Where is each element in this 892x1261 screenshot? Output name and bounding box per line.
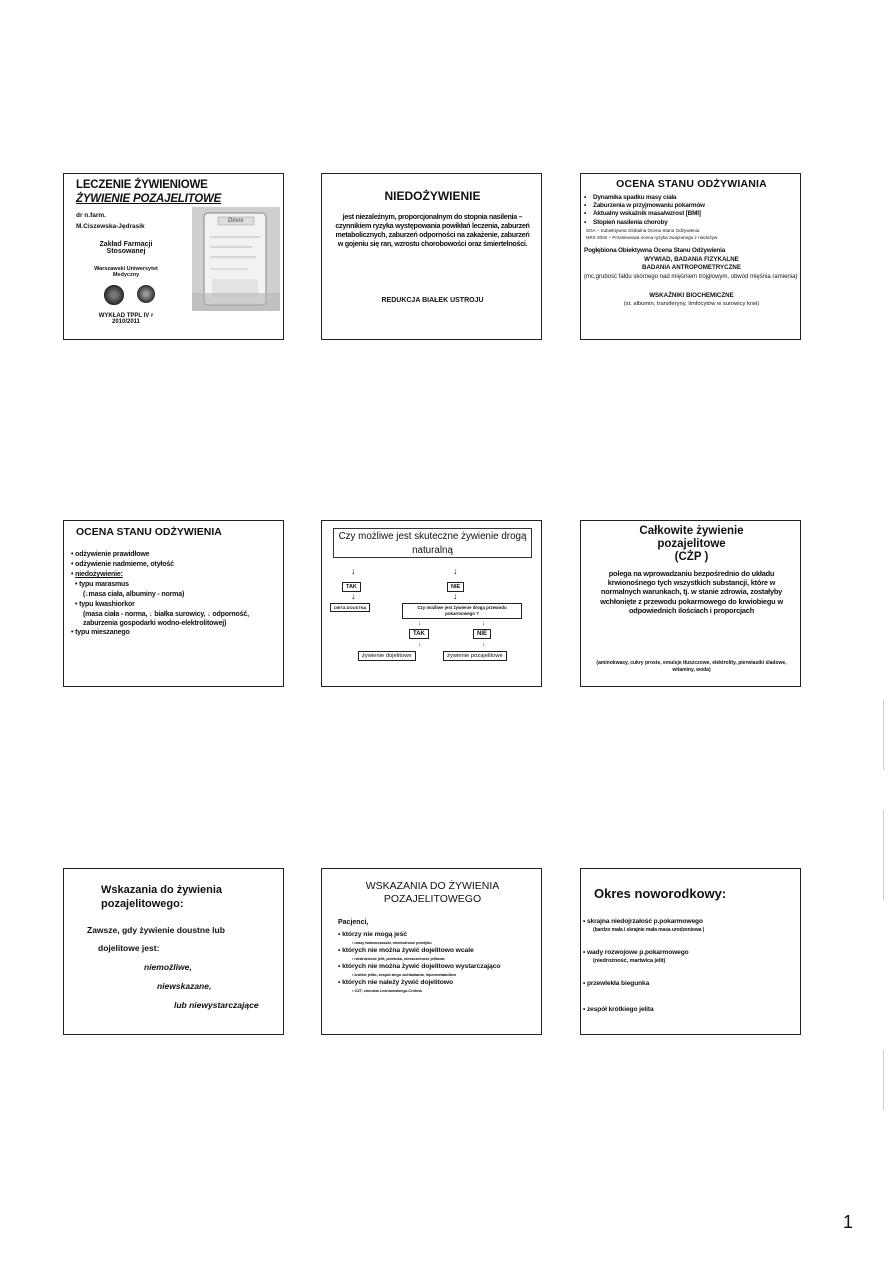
slide6-body: polega na wprowadzaniu bezpośrednio do układu krwionośnego tych wszystkich substancji, które w normalnych warunkach, tj. w stanie zdrowia, zostałyby wchłonięte z przewodu pokarmowego do krwiobiegu w odpowiednich ilościach i proporcjach (600, 569, 783, 615)
slide1-lecture-info: WYKŁAD TPPL IV r 2010/2011 (98, 313, 154, 325)
arrow-down-icon: ↓ (351, 566, 356, 576)
flow-question2-box: Czy możliwe jest żywienie drogą przewodu pokarmowego ? (402, 603, 522, 619)
flow-no2-box: NIE (473, 629, 491, 639)
list-item: • Stopień nasilenia choroby (584, 219, 799, 227)
list-item: • odżywienie nadmierne, otyłość (71, 561, 174, 568)
slide-7 (63, 868, 284, 1035)
scan-line (883, 810, 884, 900)
list-subitem: • niedrożność jelit, przetoka, nieszczelność jelitowa (352, 956, 445, 961)
slide4-title: OCENA STANU ODŻYWIENIA (76, 526, 222, 538)
flow-question-box: Czy możliwe jest skuteczne żywienie drogą naturalną (333, 528, 532, 558)
list-item: • których nie można żywić dojelitowo wcale (338, 947, 474, 954)
slide3-title: OCENA STANU ODŻYWIANIA (616, 178, 767, 190)
slide-9 (580, 868, 801, 1035)
list-subitem: • krótkie jelito, zespół złego wchłaniania, hipermetabolizm (352, 972, 456, 977)
slide3-biochem-detail: (st. albumin, transferyny, limfocytów w surowicy krwi) (623, 301, 760, 307)
slide7-line4: niewskazane, (157, 981, 212, 991)
slide7-line2: dojelitowe jest: (98, 943, 160, 953)
university-emblem-icon (104, 285, 124, 305)
list-item: • zespół krótkiego jelita (583, 1006, 654, 1013)
slide6-title: Całkowite żywienie pozajelitowe (CŻP ) (639, 525, 744, 563)
slide-1 (63, 173, 284, 340)
slide8-intro: Pacjenci, (338, 919, 369, 926)
slide9-list (583, 918, 798, 1013)
list-item: • wady rozwojowe p.pokarmowego (583, 949, 689, 956)
list-item: • typu mieszanego (71, 629, 130, 636)
slide4-list (71, 550, 281, 638)
scan-line (883, 1050, 884, 1110)
slide-5 (321, 520, 542, 687)
slide2-title: NIEDOŻYWIENIE (384, 189, 481, 203)
arrow-down-icon: ↓ (418, 621, 421, 627)
slide-4 (63, 520, 284, 687)
arrow-down-icon: ↓ (453, 591, 458, 601)
list-item: • których nie można żywić dojelitowo wystarczająco (338, 963, 501, 970)
arrow-down-icon: ↓ (418, 642, 421, 648)
arrow-down-icon: ↓ (453, 566, 458, 576)
slide2-body: jest niezależnym, proporcjonalnym do stopnia nasilenia – czynnikiem ryzyka występowania powikłań leczenia, zaburzeń metabolicznych, zaburzeń odporności na zakażenie, zaburzeń w gojeniu się ran, wzrostu chorobowości oraz śmiertelności. (335, 212, 530, 248)
list-item: • typu marasmus (75, 581, 129, 588)
flow-parenteral-box: żywienie pozajelitowe (443, 651, 507, 661)
bag-label: Dinox (228, 218, 244, 224)
list-item: • typu kwashiorkor (75, 601, 135, 608)
list-item: (masa ciała - norma, ↓ białka surowicy, ↓ odporność, zaburzenia gospodarki wodno-elektrolitowej) (83, 611, 249, 627)
slide1-author-name: M.Ciszewska-Jędrasik (76, 223, 145, 230)
list-item: • przewlekła biegunka (583, 980, 650, 987)
list-subitem: • OZT, choroba Leśniowskiego-Crohna (352, 988, 422, 993)
list-item: (↓masa ciała, albuminy - norma) (83, 591, 185, 598)
list-item: • Dynamika spadku masy ciała (584, 194, 799, 202)
list-item: • skrajna niedojrzałość p.pokarmowego (583, 918, 703, 925)
slide3-bullet-list (584, 194, 799, 227)
slide1-author-degree: dr n.farm. (76, 212, 106, 219)
list-subitem: (bardzo mała i skrajnie mała masa urodzeniowa ) (593, 927, 705, 933)
slide6-note: (aminokwasy, cukry proste, emulsje tłuszczowe, elektrolity, pierwiastki śladowe, witaminy, woda) (596, 660, 787, 673)
page-number: 1 (843, 1212, 854, 1232)
slide1-title: LECZENIE ŻYWIENIOWE (76, 179, 208, 191)
list-item: • których nie należy żywić dojelitowo (338, 979, 454, 986)
slide7-title: Wskazania do żywienia pozajelitowego: (101, 884, 223, 910)
list-item: • Aktualny wskaźnik masa/wzrost [BMI] (584, 210, 799, 218)
slide-8 (321, 868, 542, 1035)
slide-6 (580, 520, 801, 687)
flow-enteral-box: żywienie dojelitowe (358, 651, 416, 661)
slide8-list (338, 930, 538, 994)
flow-yes2-box: TAK (409, 629, 429, 639)
flow-no-box: NIE (447, 582, 464, 592)
flow-oral-diet-box: DIETA DOUSTNA (330, 603, 370, 612)
slide7-line1: Zawsze, gdy żywienie doustne lub (87, 925, 225, 935)
arrow-down-icon: ↓ (482, 621, 485, 627)
slide1-subtitle: ŻYWIENIE POZAJELITOWE (76, 193, 222, 205)
arrow-down-icon: ↓ (482, 642, 485, 648)
slide3-methods: WYWIAD, BADANIA FIZYKALNE BADANIA ANTROPOMETRYCZNE (642, 256, 741, 271)
slide7-line5: lub niewystarczające (174, 1000, 259, 1010)
faculty-emblem-icon (137, 285, 155, 303)
list-subitem: • urazy twarzoczaszki, niedrożność przełyku (352, 940, 432, 945)
slide3-deep-assessment: Pogłębiona Obiektywna Ocena Stanu Odżywienia (584, 247, 726, 254)
slide7-line3: niemożliwe, (144, 962, 192, 972)
list-subitem: (niedrożność, martwica jelit) (593, 958, 666, 964)
slide3-screening-tools: SGA – Subiektywna Globalna Ocena Stanu Odżywienia NRS 2002 – Przesiewowa ocena ryzyka związanego z niedożyw. (586, 228, 719, 240)
slide8-title: WSKAZANIA DO ŻYWIENIA POZAJELITOWEGO (365, 880, 500, 905)
slide3-biochem: WSKAŹNIKI BIOCHEMICZNE (649, 292, 734, 299)
slide-3 (580, 173, 801, 340)
slide1-university: Warszawski Uniwersytet Medyczny (94, 266, 158, 278)
arrow-down-icon: ↓ (351, 591, 356, 601)
list-item: • Zaburzenia w przyjmowaniu pokarmów (584, 202, 799, 210)
list-item: • odżywienie prawidłowe (71, 551, 150, 558)
scan-line (883, 700, 884, 770)
slide-2 (321, 173, 542, 340)
flow-yes-box: TAK (342, 582, 361, 592)
list-item: • którzy nie mogą jeść (338, 931, 407, 938)
slide3-antropo-detail: (mc,grubość fałdu skórnego nad mięśniem trójgłowym, obwód mięśnia ramienia) (584, 274, 798, 280)
slide2-footer: REDUKCJA BIAŁEK USTROJU (381, 297, 484, 304)
slide1-department: Zakład Farmacji Stosowanej (99, 241, 153, 255)
slide9-title: Okres noworodkowy: (594, 886, 727, 901)
list-item: • niedożywienie: (71, 571, 123, 578)
